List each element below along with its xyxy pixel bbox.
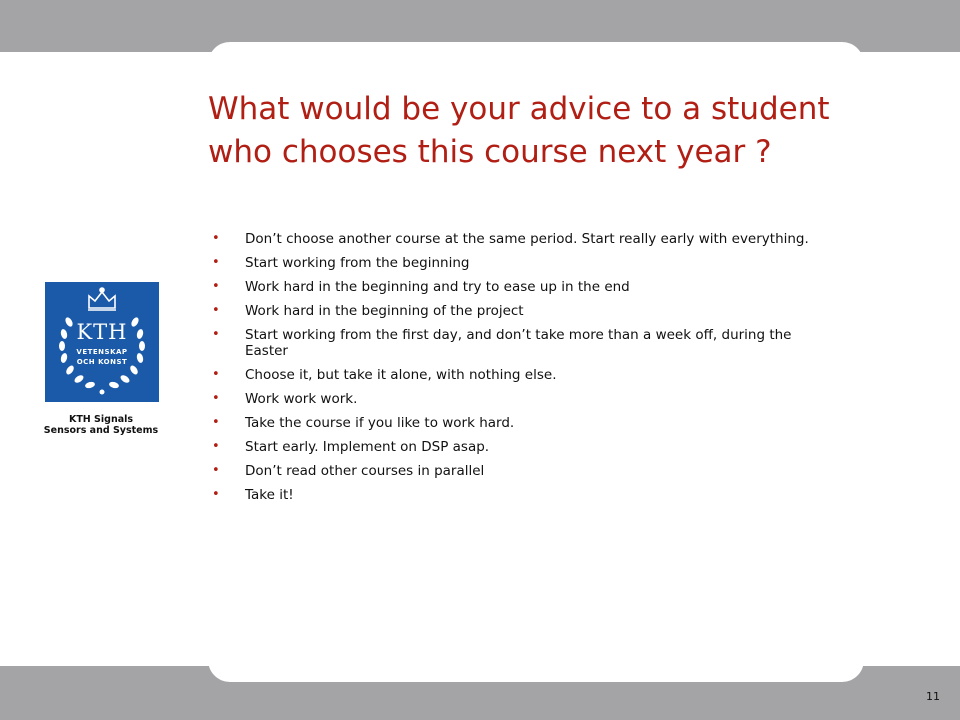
bullet-item [212, 463, 832, 479]
bullet-dot-icon: • [212, 279, 220, 294]
bullet-text: Don’t read other courses in parallel [245, 463, 485, 479]
bullet-text: Work hard in the beginning of the project [245, 303, 524, 319]
bullet-item [212, 439, 832, 455]
bullet-item [212, 303, 832, 319]
bullet-dot-icon: • [212, 231, 220, 246]
bullet-dot-icon: • [212, 463, 220, 478]
bullet-item [212, 231, 832, 247]
bullet-list [212, 231, 832, 511]
bullet-item [212, 391, 832, 407]
page-number: 11 [926, 690, 940, 703]
logo-kth-text: KTH [76, 320, 128, 344]
bullet-text: Take it! [245, 487, 294, 503]
bullet-dot-icon: • [212, 487, 220, 502]
bullet-text: Don’t choose another course at the same period. Start really early with everything. [245, 231, 809, 247]
bullet-dot-icon: • [212, 439, 220, 454]
bullet-text: Start working from the beginning [245, 255, 470, 271]
bullet-text: Work work work. [245, 391, 358, 407]
logo-caption-line-2: Sensors and Systems [43, 425, 159, 436]
bullet-dot-icon: • [212, 327, 220, 342]
bullet-item [212, 415, 832, 431]
bullet-item [212, 255, 832, 271]
kth-logo-emblem [45, 282, 159, 402]
bullet-item [212, 487, 832, 503]
logo-caption [38, 414, 164, 436]
bullet-text: Choose it, but take it alone, with nothing else. [245, 367, 557, 383]
logo-line-1: VETENSKAP [76, 348, 128, 356]
bullet-text: Work hard in the beginning and try to ease up in the end [245, 279, 630, 295]
bullet-dot-icon: • [212, 391, 220, 406]
slide-title: What would be your advice to a student who chooses this course next year ? [208, 91, 830, 170]
logo-line-2: OCH KONST [76, 358, 128, 366]
bullet-item [212, 279, 832, 295]
bullet-dot-icon: • [212, 255, 220, 270]
bullet-dot-icon: • [212, 303, 220, 318]
bullet-dot-icon: • [212, 415, 220, 430]
logo-caption-line-1: KTH Signals [68, 414, 134, 425]
bullet-text: Take the course if you like to work hard. [245, 415, 515, 431]
bullet-text: Start early. Implement on DSP asap. [245, 439, 490, 455]
bullet-item [212, 367, 832, 383]
bullet-text: Start working from the first day, and don’t take more than a week off, during the Easter [245, 327, 792, 359]
bullet-dot-icon: • [212, 367, 220, 382]
bullet-item [212, 327, 832, 359]
